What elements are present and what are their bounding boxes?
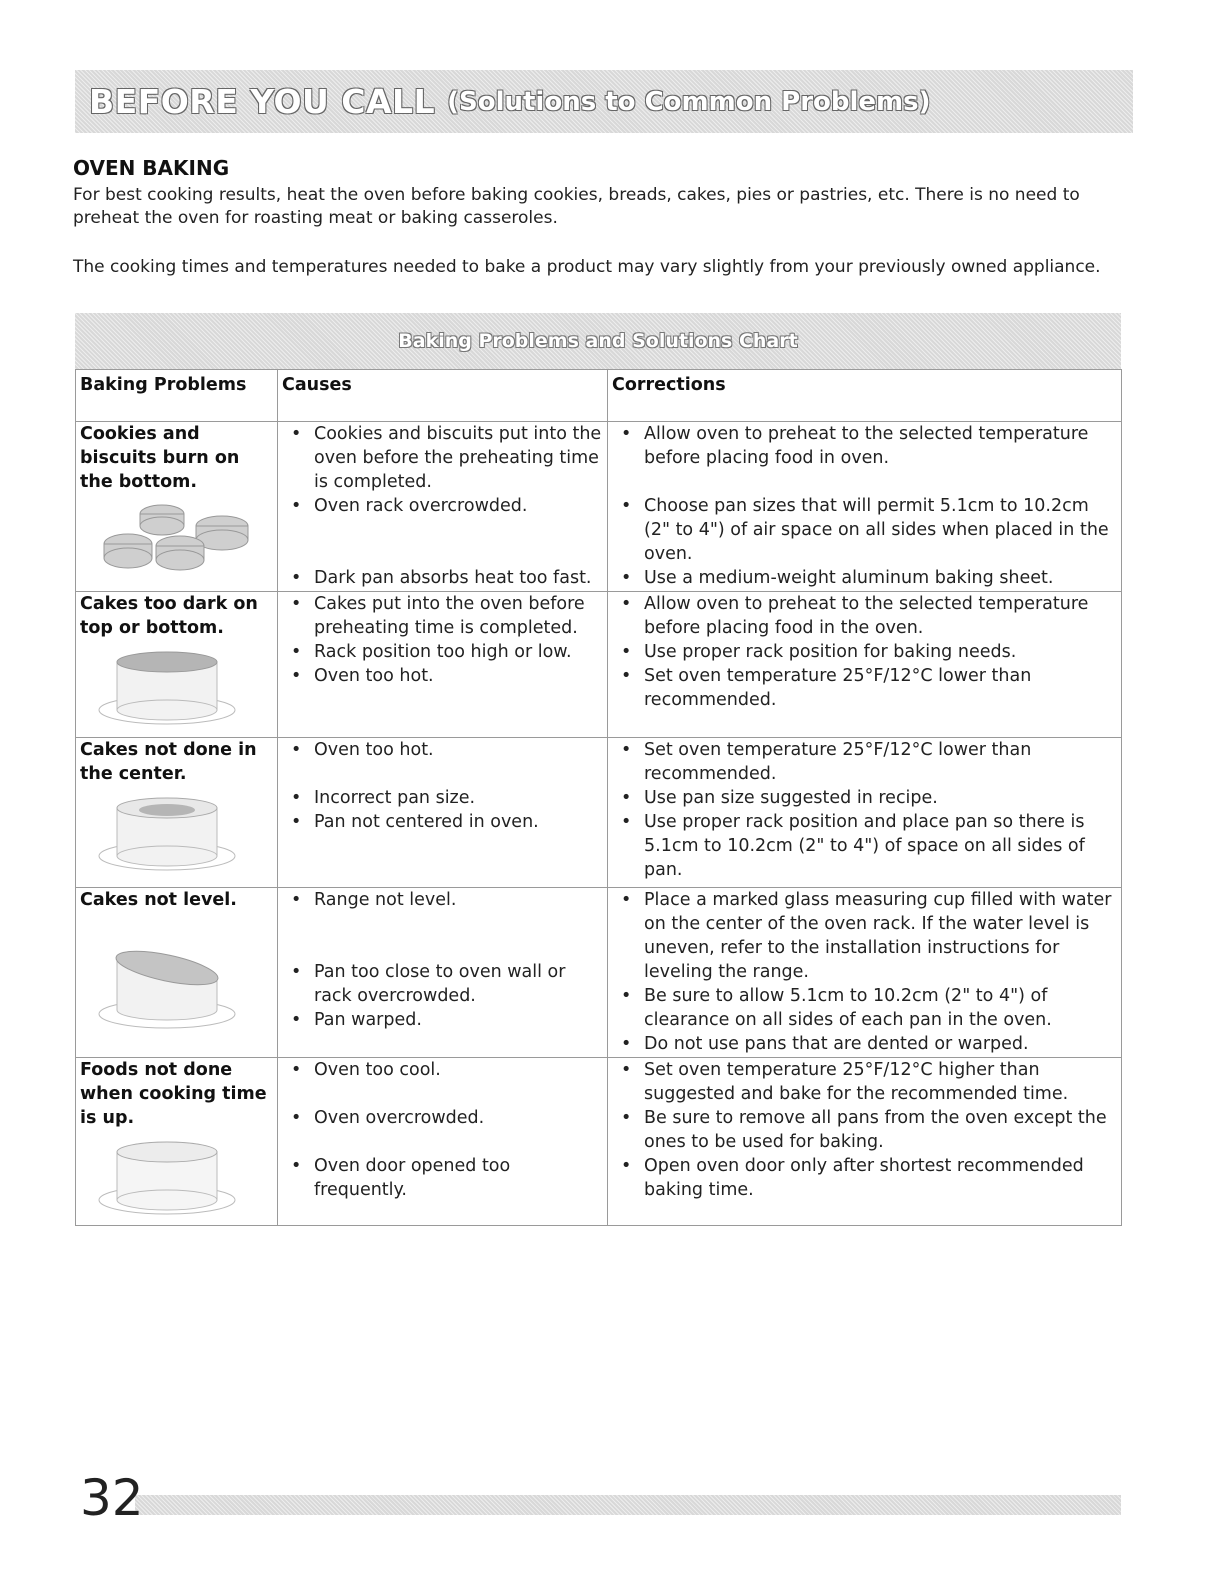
corrections-cell [608, 592, 1122, 738]
cake-illustration [92, 792, 242, 872]
cause-item: • Cookies and biscuits put into the oven before the preheating time is completed. [282, 422, 603, 494]
table-row [76, 592, 1122, 738]
correction-item: • Choose pan sizes that will permit 5.1cm to 10.2cm (2" to 4") of air space on all sides when placed in the oven. [612, 494, 1117, 566]
header-causes: Causes [278, 370, 608, 422]
table-row [76, 1058, 1122, 1226]
footer-bar [135, 1495, 1121, 1515]
correction-item: • Use proper rack position for baking needs. [612, 640, 1117, 664]
problem-label: Foods not done when cooking time is up. [80, 1060, 267, 1128]
correction-item: • Be sure to remove all pans from the oven except the ones to be used for baking. [612, 1106, 1117, 1154]
correction-item: • Set oven temperature 25°F/12°C lower than recommended. [612, 738, 1117, 786]
tilted-cake-illustration [92, 936, 242, 1032]
problem-label: Cakes too dark on top or bottom. [80, 594, 258, 638]
header-problems: Baking Problems [76, 370, 278, 422]
cause-item: • Oven too hot. [282, 738, 603, 762]
correction-item: • Place a marked glass measuring cup filled with water on the center of the oven rack. If the water level is uneven, refer to the installation instructions for leveling the range. [612, 888, 1117, 984]
problem-label: Cakes not done in the center. [80, 740, 257, 784]
cause-item: • Oven overcrowded. [282, 1106, 603, 1130]
corrections-cell [608, 422, 1122, 592]
corrections-cell [608, 738, 1122, 888]
problem-label: Cakes not level. [80, 890, 237, 910]
causes-cell [278, 1058, 608, 1226]
cause-item: • Incorrect pan size. [282, 786, 603, 810]
intro-paragraph-1: For best cooking results, heat the oven before baking cookies, breads, cakes, pies or pastries, etc. There is no need to preheat the oven for roasting meat or baking casseroles. [73, 185, 1080, 228]
cause-item: • Rack position too high or low. [282, 640, 603, 664]
corrections-cell [608, 888, 1122, 1058]
cause-item: • Range not level. [282, 888, 603, 912]
cake-illustration [92, 1136, 242, 1216]
table-header-row [76, 370, 1122, 422]
problem-cell [76, 422, 278, 592]
causes-cell [278, 422, 608, 592]
table-row [76, 738, 1122, 888]
correction-item: • Use pan size suggested in recipe. [612, 786, 1117, 810]
cause-item: • Oven rack overcrowded. [282, 494, 603, 518]
chart-title: Baking Problems and Solutions Chart [75, 313, 1121, 369]
correction-item: • Allow oven to preheat to the selected temperature before placing food in oven. [612, 422, 1117, 470]
causes-cell [278, 738, 608, 888]
section-banner [75, 70, 1133, 133]
problem-cell [76, 738, 278, 888]
problem-cell [76, 592, 278, 738]
cause-item: • Cakes put into the oven before preheating time is completed. [282, 592, 603, 640]
correction-item: • Use a medium-weight aluminum baking sheet. [612, 566, 1117, 590]
page-number: 32 [80, 1469, 144, 1527]
intro-paragraph-2: The cooking times and temperatures needed to bake a product may vary slightly from your previously owned appliance. [73, 257, 1101, 277]
correction-item: • Open oven door only after shortest recommended baking time. [612, 1154, 1117, 1202]
cake-illustration [92, 646, 242, 726]
banner-subtitle: (Solutions to Common Problems) [447, 86, 931, 117]
corrections-cell [608, 1058, 1122, 1226]
causes-cell [278, 592, 608, 738]
cause-item: • Pan warped. [282, 1008, 603, 1032]
header-corrections: Corrections [608, 370, 1122, 422]
problem-cell [76, 888, 278, 1058]
causes-cell [278, 888, 608, 1058]
problem-cell [76, 1058, 278, 1226]
cause-item: • Oven door opened too frequently. [282, 1154, 603, 1202]
cause-item: • Pan too close to oven wall or rack overcrowded. [282, 960, 603, 1008]
section-title: OVEN BAKING [73, 156, 230, 180]
correction-item: • Be sure to allow 5.1cm to 10.2cm (2" to 4") of clearance on all sides of each pan in the oven. [612, 984, 1117, 1032]
correction-item: • Set oven temperature 25°F/12°C lower than recommended. [612, 664, 1117, 712]
problem-label: Cookies and biscuits burn on the bottom. [80, 424, 240, 492]
cause-item: • Oven too hot. [282, 664, 603, 688]
problems-table [75, 369, 1122, 1226]
correction-item: • Allow oven to preheat to the selected temperature before placing food in the oven. [612, 592, 1117, 640]
cause-item: • Pan not centered in oven. [282, 810, 603, 834]
correction-item: • Use proper rack position and place pan so there is 5.1cm to 10.2cm (2" to 4") of space on all sides of pan. [612, 810, 1117, 882]
baking-problems-chart [75, 313, 1121, 1226]
cookies-illustration [92, 500, 262, 576]
table-row [76, 422, 1122, 592]
cause-item: • Oven too cool. [282, 1058, 603, 1082]
table-row [76, 888, 1122, 1058]
cause-item: • Dark pan absorbs heat too fast. [282, 566, 603, 590]
correction-item: • Do not use pans that are dented or warped. [612, 1032, 1117, 1056]
banner-title: BEFORE YOU CALL [89, 82, 436, 121]
correction-item: • Set oven temperature 25°F/12°C higher than suggested and bake for the recommended time. [612, 1058, 1117, 1106]
